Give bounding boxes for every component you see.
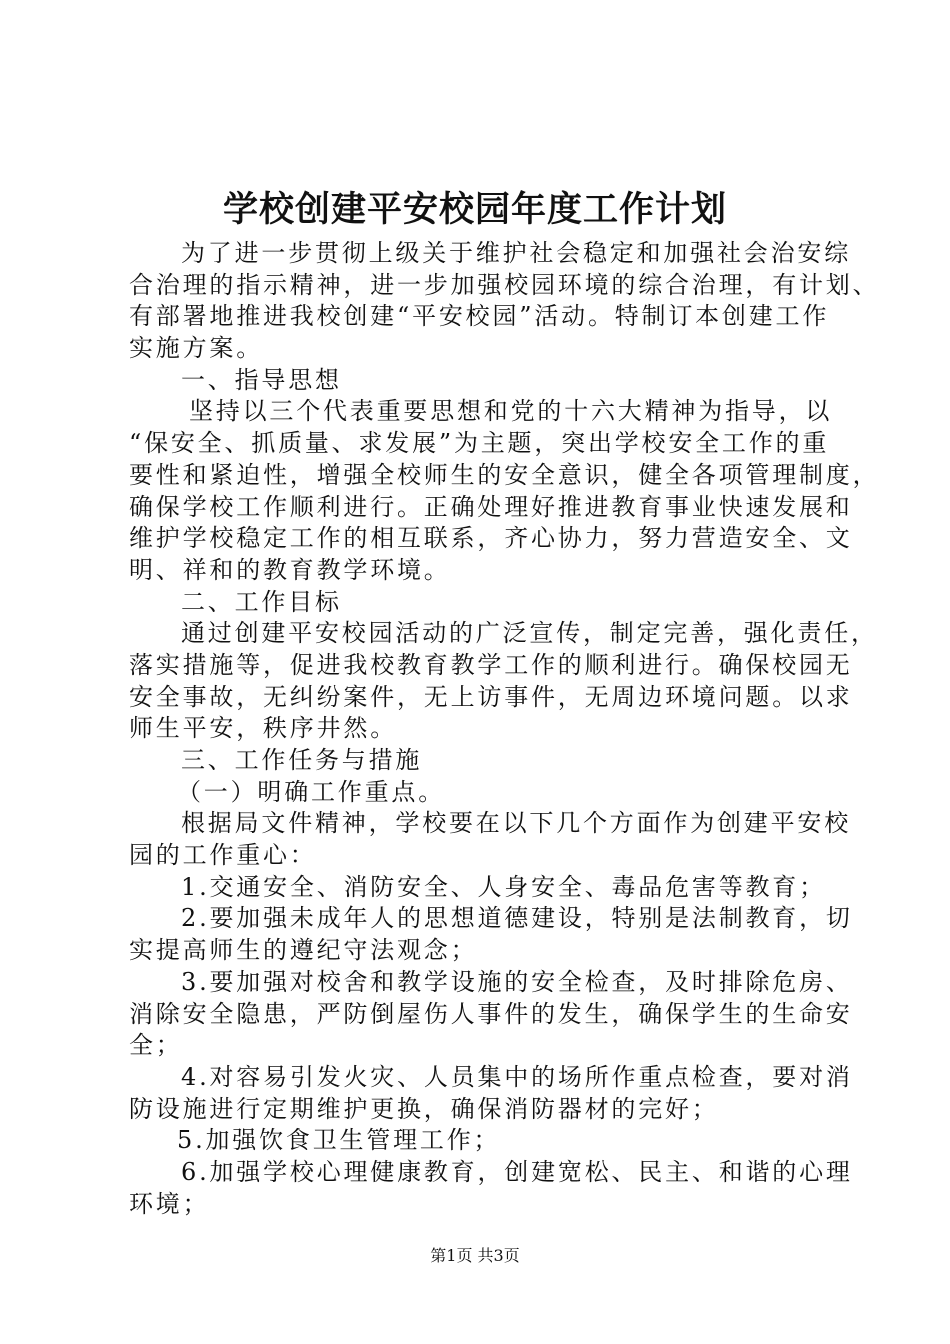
paragraph-line: 园的工作重心： xyxy=(129,841,317,870)
paragraph-line: 要性和紧迫性，增强全校师生的安全意识，健全各项管理制度， xyxy=(129,460,880,489)
list-item-continuation: 实提高师生的遵纪守法观念； xyxy=(129,936,478,965)
document-body xyxy=(129,238,880,1220)
paragraph-line: 明、祥和的教育教学环境。 xyxy=(129,555,451,584)
paragraph-line: 根据局文件精神，学校要在以下几个方面作为创建平安校 xyxy=(181,809,851,838)
section-heading: 二、工作目标 xyxy=(181,587,342,616)
section-heading: 三、工作任务与措施 xyxy=(181,746,423,774)
document-title: 学校创建平安校园年度工作计划 xyxy=(222,189,727,230)
list-item: 1.交通安全、消防安全、人身安全、毒品危害等教育； xyxy=(181,872,826,901)
paragraph-line: 合治理的指示精神，进一步加强校园环境的综合治理，有计划、 xyxy=(129,270,880,299)
paragraph-line: 通过创建平安校园活动的广泛宣传，制定完善，强化责任， xyxy=(181,619,878,648)
list-item-continuation: 防设施进行定期维护更换，确保消防器材的完好； xyxy=(129,1094,719,1123)
paragraph-line: 坚持以三个代表重要思想和党的十六大精神为指导，以 xyxy=(189,397,833,426)
list-item-continuation: 环境； xyxy=(129,1189,210,1218)
list-item-continuation: 全； xyxy=(129,1031,183,1060)
paragraph-line: 维护学校稳定工作的相互联系，齐心协力，努力营造安全、文 xyxy=(129,524,853,553)
list-item: 2.要加强未成年人的思想道德建设，特别是法制教育，切 xyxy=(181,904,853,933)
list-item: 3.要加强对校舍和教学设施的安全检查，及时排除危房、 xyxy=(181,967,853,996)
list-item: 4.对容易引发火灾、人员集中的场所作重点检查，要对消 xyxy=(181,1062,853,1091)
paragraph-line: 师生平安，秩序井然。 xyxy=(129,714,397,743)
list-item-continuation: 消除安全隐患，严防倒屋伤人事件的发生，确保学生的生命安 xyxy=(129,999,853,1028)
paragraph-line: 落实措施等，促进我校教育教学工作的顺利进行。确保校园无 xyxy=(129,650,853,679)
paragraph-line: 实施方案。 xyxy=(129,334,263,363)
paragraph-line: “保安全、抓质量、求发展”为主题，突出学校安全工作的重 xyxy=(129,429,830,458)
paragraph-line: 安全事故，无纠纷案件，无上访事件，无周边环境问题。以求 xyxy=(129,682,853,711)
paragraph-line: 确保学校工作顺利进行。正确处理好推进教育事业快速发展和 xyxy=(129,492,853,521)
list-item: 6.加强学校心理健康教育，创建宽松、民主、和谐的心理 xyxy=(181,1157,853,1186)
paragraph-line: 为了进一步贯彻上级关于维护社会稳定和加强社会治安综 xyxy=(181,239,851,267)
subsection-heading: （一）明确工作重点。 xyxy=(177,777,445,806)
page-footer: 第1页 共3页 xyxy=(430,1246,520,1265)
paragraph-line: 有部署地推进我校创建“平安校园”活动。特制订本创建工作 xyxy=(129,302,830,331)
list-item: 5.加强饮食卫生管理工作； xyxy=(177,1126,501,1155)
section-heading: 一、指导思想 xyxy=(181,365,342,394)
